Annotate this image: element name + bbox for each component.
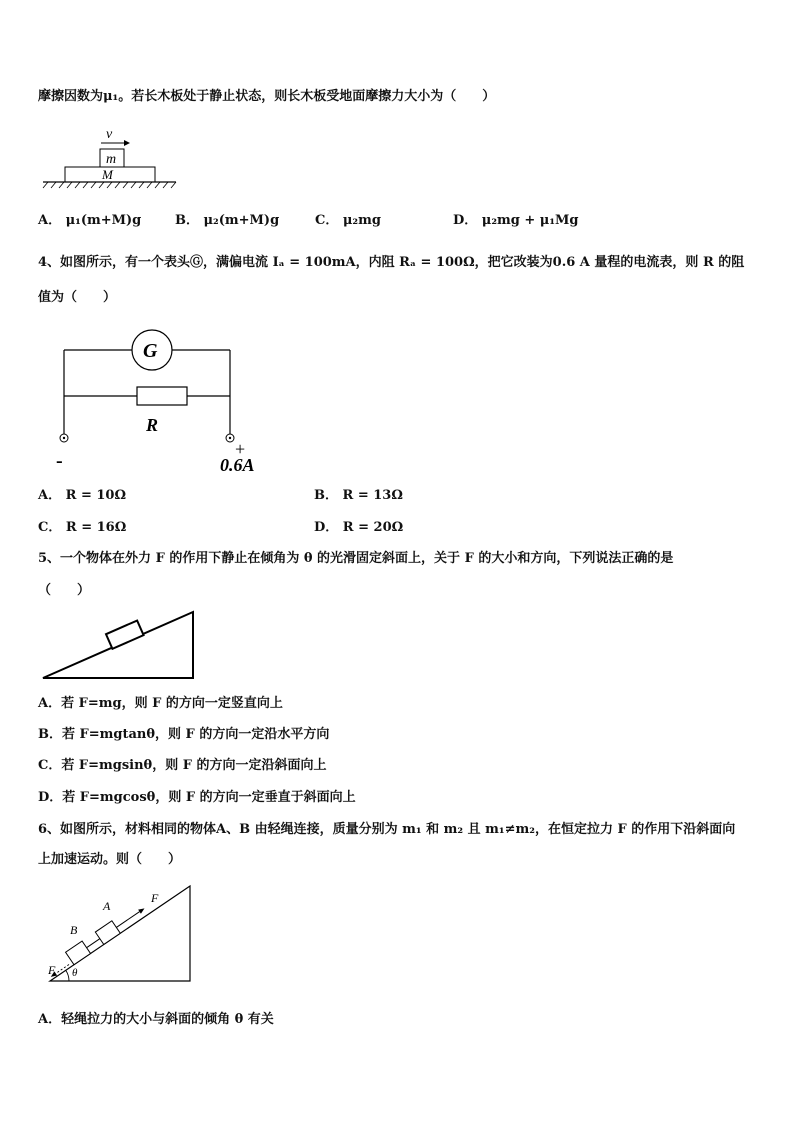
q5-option-b[interactable]: B．若 F=mgtanθ，则 F 的方向一定沿水平方向 xyxy=(38,727,330,742)
q4-resistor xyxy=(137,387,187,405)
q3-fig-m-label: m xyxy=(106,152,117,167)
q6-fig-theta: θ xyxy=(72,967,78,979)
q6-stem-line2: 上加速运动。则（ ） xyxy=(38,852,182,867)
q5-option-a[interactable]: A．若 F=mg，则 F 的方向一定竖直向上 xyxy=(38,696,283,711)
q5-option-d[interactable]: D．若 F=mgcosθ，则 F 的方向一定垂直于斜面向上 xyxy=(38,790,356,805)
q6-option-a[interactable]: A．轻绳拉力的大小与斜面的倾角 θ 有关 xyxy=(38,1012,274,1027)
q5-incline-figure xyxy=(40,607,205,682)
q4-option-a[interactable]: A． R = 10Ω xyxy=(38,488,127,503)
q3-option-c[interactable]: C． μ₂mg xyxy=(315,213,381,228)
q4-option-b[interactable]: B． R = 13Ω xyxy=(314,488,403,503)
q6-block-B xyxy=(66,941,91,965)
q3-figure xyxy=(38,122,188,192)
q5-stem-line2: （ ） xyxy=(38,583,91,598)
q4-option-c[interactable]: C． R = 16Ω xyxy=(38,520,127,535)
q4-fig-R-label: R xyxy=(146,415,159,435)
q6-fig-F-top: F xyxy=(151,891,159,905)
q6-fig-F-bottom: F xyxy=(48,963,56,977)
q4-option-d[interactable]: D． R = 20Ω xyxy=(314,520,404,535)
q6-fig-B-label: B xyxy=(70,923,78,937)
q6-fig-A-label: A xyxy=(103,899,111,913)
q3-option-a[interactable]: A． μ₁(m+M)g xyxy=(38,213,142,228)
q5-option-c[interactable]: C．若 F=mgsinθ，则 F 的方向一定沿斜面向上 xyxy=(38,758,327,773)
q4-fig-range: 0.6A xyxy=(220,455,255,475)
q4-stem-line1: 4、如图所示，有一个表头Ⓖ，满偏电流 Iₐ = 100mA，内阻 Rₐ = 100Ω，把它改装为0.6 A 量程的电流表，则 R 的阻 xyxy=(38,255,745,270)
q6-block-A xyxy=(95,921,120,945)
q4-stem-line2: 值为（ ） xyxy=(38,290,117,305)
q5-stem-line1: 5、一个物体在外力 F 的作用下静止在倾角为 θ 的光滑固定斜面上，关于 F 的大小和方向，下列说法正确的是 xyxy=(38,551,674,566)
q3-fig-M-label: M xyxy=(102,167,113,182)
q4-fig-plus: + xyxy=(235,439,246,459)
q6-stem-line1: 6、如图所示，材料相同的物体A、B 由轻绳连接，质量分别为 m₁ 和 m₂ 且 m₁≠m₂，在恒定拉力 F 的作用下沿斜面向 xyxy=(38,822,736,837)
q3-option-d[interactable]: D． μ₂mg + μ₁Mg xyxy=(453,213,579,228)
q3-option-b[interactable]: B． μ₂(m+M)g xyxy=(175,213,280,228)
q4-circuit-figure xyxy=(50,325,290,475)
q3-fig-v-label: v xyxy=(106,127,113,142)
q5-block xyxy=(106,621,144,649)
q3-stem: 摩擦因数为μ₁。若长木板处于静止状态，则长木板受地面摩擦力大小为（ ） xyxy=(38,89,496,104)
q4-fig-G-label: G xyxy=(143,340,158,362)
q4-fig-minus: - xyxy=(56,450,63,472)
q6-incline-figure xyxy=(45,882,205,987)
